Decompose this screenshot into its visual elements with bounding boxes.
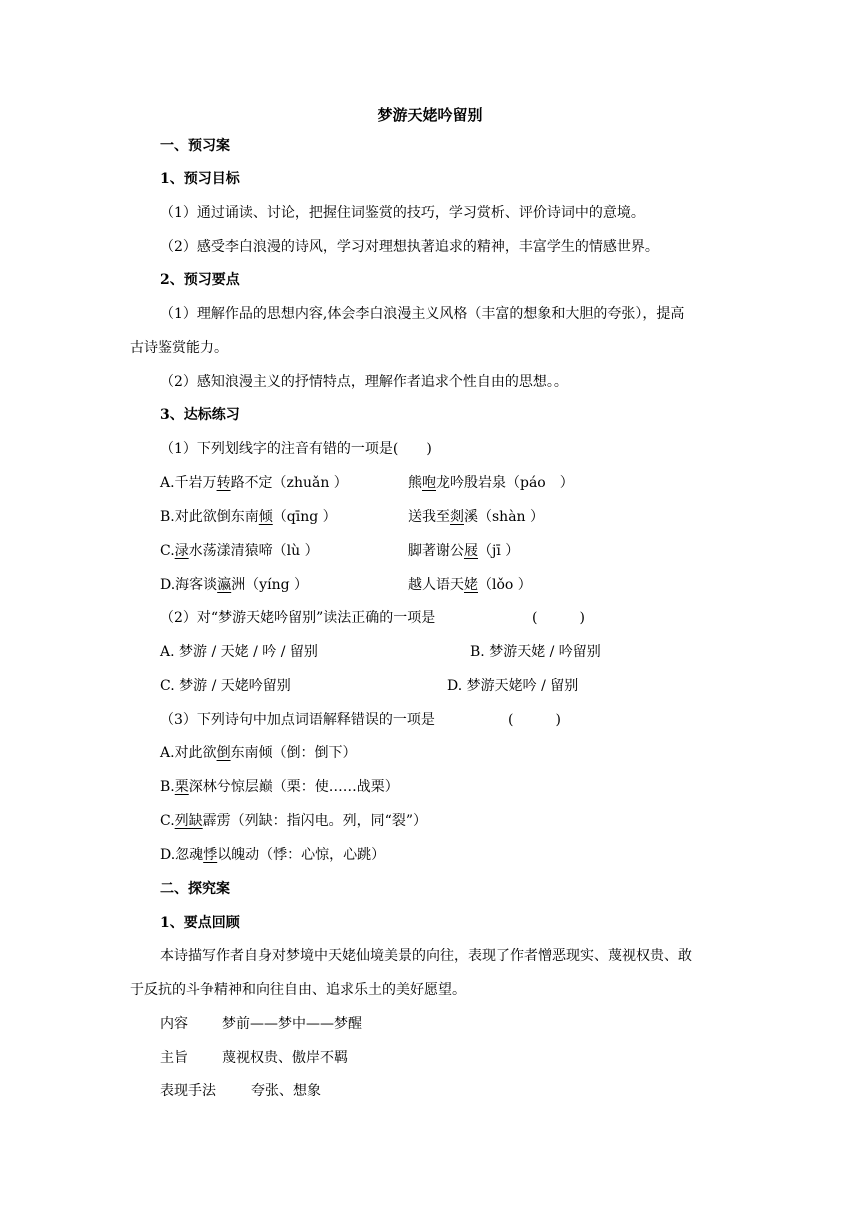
content-value: 梦前——梦中——梦醒 bbox=[222, 1016, 362, 1032]
underlined-word: 列缺 bbox=[174, 813, 203, 829]
theme-value: 蔑视权贵、傲岸不羁 bbox=[222, 1050, 348, 1066]
subheading-key-points: 2、预习要点 bbox=[160, 272, 240, 288]
option-b: B. 梦游天姥 / 吟留别 bbox=[470, 644, 601, 660]
option-b: B.栗深林兮惊层巅（栗：使……战栗） bbox=[160, 779, 399, 795]
option-d-right: 越人语天姥（lǒo ） bbox=[408, 577, 532, 593]
subheading-exercises: 3、达标练习 bbox=[160, 407, 240, 423]
underlined-char: 渌 bbox=[174, 543, 189, 559]
option-c-right: 脚著谢公屐（jī ） bbox=[408, 543, 520, 559]
underlined-char: 剡 bbox=[450, 509, 464, 525]
subheading-goals: 1、预习目标 bbox=[160, 171, 240, 187]
option-a: A.对此欲倒东南倾（倒：倒下） bbox=[160, 745, 357, 761]
option-d-left: D.海客谈瀛洲（yíng ） bbox=[160, 577, 309, 593]
document-title: 梦游天姥吟留别 bbox=[377, 106, 483, 124]
underlined-char: 屐 bbox=[464, 543, 478, 559]
option-b-left: B.对此欲倒东南倾（qīng ） bbox=[160, 509, 337, 525]
goal-item: （1）通过诵读、讨论，把握住词鉴赏的技巧，学习赏析、评价诗词中的意境。 bbox=[160, 205, 645, 221]
key-point-line: （2）感知浪漫主义的抒情特点，理解作者追求个性自由的思想。。 bbox=[160, 374, 568, 390]
section-heading-explore: 二、探究案 bbox=[160, 881, 230, 897]
underlined-char: 姥 bbox=[464, 577, 478, 593]
option-a-left: A.千岩万转路不定（zhuǎn ） bbox=[160, 475, 348, 491]
underlined-word: 倒 bbox=[216, 745, 231, 761]
option-a-right: 熊咆龙吟殷岩泉（páo ） bbox=[408, 475, 574, 491]
option-a: A. 梦游 / 天姥 / 吟 / 留别 bbox=[160, 644, 318, 660]
section-heading-preview: 一、预习案 bbox=[160, 138, 230, 154]
option-d: D.忽魂悸以魄动（悸：心惊，心跳） bbox=[160, 847, 386, 863]
technique-value: 夸张、想象 bbox=[251, 1083, 321, 1099]
subheading-review: 1、要点回顾 bbox=[160, 915, 240, 931]
underlined-char: 瀛 bbox=[217, 577, 232, 593]
question-stem: （2）对“梦游天姥吟留别”读法正确的一项是 bbox=[160, 610, 436, 626]
question-stem: （1）下列划线字的注音有错的一项是( ) bbox=[160, 441, 432, 457]
underlined-char: 倾 bbox=[258, 509, 273, 525]
underlined-word: 悸 bbox=[203, 847, 218, 863]
content-label: 内容 bbox=[160, 1016, 188, 1032]
answer-parentheses: ( ) bbox=[532, 610, 585, 626]
review-paragraph-line: 本诗描写作者自身对梦境中天姥仙境美景的向往，表现了作者憎恶现实、蔑视权贵、敢 bbox=[160, 948, 692, 964]
option-b-right: 送我至剡溪（shàn ） bbox=[408, 509, 545, 525]
option-c: C. 梦游 / 天姥吟留别 bbox=[160, 678, 291, 694]
option-c: C.列缺霹雳（列缺：指闪电。列，同“裂”） bbox=[160, 813, 427, 829]
key-point-line: 古诗鉴赏能力。 bbox=[130, 340, 228, 356]
question-stem: （3）下列诗句中加点词语解释错误的一项是 bbox=[160, 712, 435, 728]
option-d: D. 梦游天姥吟 / 留别 bbox=[447, 678, 579, 694]
option-c-left: C.渌水荡漾清猿啼（lù ） bbox=[160, 543, 319, 559]
technique-label: 表现手法 bbox=[160, 1083, 216, 1099]
answer-parentheses: ( ) bbox=[508, 712, 561, 728]
underlined-word: 栗 bbox=[174, 779, 189, 795]
review-paragraph-line: 于反抗的斗争精神和向往自由、追求乐土的美好愿望。 bbox=[130, 982, 466, 998]
underlined-char: 转 bbox=[216, 475, 231, 491]
underlined-char: 咆 bbox=[422, 475, 436, 491]
goal-item: （2）感受李白浪漫的诗风，学习对理想执著追求的精神，丰富学生的情感世界。 bbox=[160, 239, 659, 255]
key-point-line: （1）理解作品的思想内容,体会李白浪漫主义风格（丰富的想象和大胆的夸张），提高 bbox=[160, 306, 685, 322]
theme-label: 主旨 bbox=[160, 1050, 188, 1066]
